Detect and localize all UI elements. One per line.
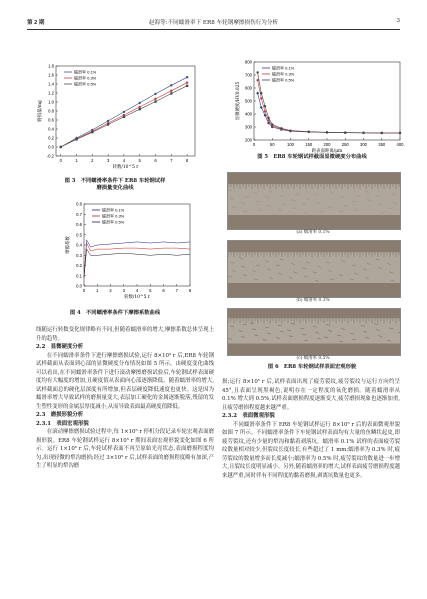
- y-tick-label: 0.0: [76, 283, 82, 289]
- x-tick-label: 5: [149, 288, 152, 293]
- y-tick-label: 0.1: [76, 273, 82, 279]
- data-point: [186, 85, 188, 87]
- x-tick-label: 50: [269, 142, 275, 147]
- data-point: [186, 76, 188, 78]
- figure-3-chart: [30, 62, 200, 174]
- issue-number: 第 2 期: [27, 20, 45, 26]
- x-tick-label: 100: [287, 142, 294, 147]
- x-tick-label: 300: [360, 142, 367, 147]
- x-tick-label: 2: [109, 288, 112, 293]
- section-heading-2-3-1: 2.3.1 表面宏观形貌: [36, 420, 89, 427]
- section-heading-2-3: 2.3 磨损形貌分析: [36, 412, 84, 418]
- x-tick-label: 4: [135, 288, 139, 293]
- y-tick-label: 0.8: [48, 108, 54, 114]
- series-line: [84, 243, 190, 278]
- x-axis-label: 转数/10^5 r: [124, 295, 150, 300]
- figure-3-caption-line2: 磨损量变化曲线: [96, 185, 134, 191]
- y-axis-label: 显微硬度/HV0.025: [236, 81, 241, 121]
- paragraph: 损;运行 8×10⁵ r 后,试样表面出现了疲劳裂纹,疲劳裂纹与运行方向约呈 45°,且表面呈现黑褐色,说明存在一定程度的氧化磨损。随着蠕滑率从 0.1% 增大到 0.5%,试样表面磨损程度逐渐变大,疲劳磨损现象也逐渐加重,且疲劳磨损程度越来越严重。: [222, 379, 400, 411]
- x-tick-label: 1: [75, 158, 78, 163]
- y-axis-label: 摩擦系数: [66, 236, 71, 254]
- data-point: [107, 120, 109, 122]
- data-point: [256, 79, 258, 81]
- legend-label: 蠕滑率 0.3%: [272, 71, 295, 77]
- x-axis-label: 转数/10^5 r: [112, 165, 139, 170]
- x-tick-label: 0: [252, 142, 256, 147]
- wear-track: [228, 184, 400, 215]
- figure-6a-photo: [227, 172, 401, 230]
- y-tick-label: 700: [245, 72, 252, 78]
- surface-photo-a: [228, 173, 400, 229]
- figure-3-caption: [30, 178, 200, 192]
- x-tick-label: 400: [396, 142, 404, 147]
- y-tick-label: 0.7: [76, 211, 82, 217]
- header-rule: [27, 29, 400, 30]
- x-tick-label: 350: [378, 142, 386, 147]
- data-point: [154, 100, 156, 102]
- data-point: [267, 122, 269, 124]
- legend-label: 蠕滑率 0.1%: [74, 69, 97, 75]
- figure-6a-label: (a) 蠕滑率 0.1%: [296, 230, 330, 235]
- running-title: 赵海等:不同蠕滑率下 ER8 车轮钢摩擦损伤行为分析: [148, 20, 279, 26]
- data-point: [75, 138, 77, 140]
- data-point: [139, 108, 141, 110]
- x-tick-label: 2: [91, 158, 94, 163]
- y-tick-label: 0.0: [48, 144, 54, 150]
- y-tick-label: 0.5: [76, 232, 82, 238]
- y-tick-label: 0.6: [48, 117, 54, 123]
- series-line: [84, 249, 190, 278]
- x-tick-label: 6: [162, 288, 165, 293]
- data-point: [362, 132, 364, 134]
- data-point: [289, 129, 291, 131]
- y-tick-label: 0.6: [76, 222, 82, 227]
- series-line: [84, 240, 190, 278]
- legend-label: 蠕滑率 0.5%: [102, 219, 125, 225]
- x-tick-label: 8: [185, 158, 189, 163]
- data-point: [264, 114, 266, 116]
- figure-4-svg: [62, 200, 194, 305]
- data-point: [260, 92, 262, 94]
- figure-6b-label: (b) 蠕滑率 0.3%: [296, 298, 330, 303]
- surface-photo-c: [228, 309, 400, 355]
- right-column: [222, 378, 400, 480]
- y-tick-label: 0.4: [48, 126, 54, 132]
- y-tick-label: 1.8: [48, 63, 54, 69]
- paragraph: 线随运行转数变化规律略有不同,但随着蠕滑率的增大,摩擦系数总体呈现上升的趋势。: [36, 327, 214, 342]
- y-tick-label: -0.2: [46, 153, 54, 159]
- y-tick-label: 0.4: [76, 242, 82, 248]
- data-point: [154, 93, 156, 95]
- y-tick-label: 1.6: [48, 72, 54, 78]
- y-tick-label: 400: [245, 111, 252, 117]
- paragraph: 在滚动摩擦磨损试验过程中,每 1×10⁵ r 停机分段记录车轮宏观表面磨损形貌。ER8 车轮钢试样运行 8×10⁵ r 期间表面宏观形貌变化如图 6 所示。运行 1×10⁵ r 后,车轮试样表面不再呈原始光亮状态,表面磨损程度均匀,出现轻微的犁沟磨损;经过 3×10⁵ r 后,试样表面的磨损程度略有加深,产生了明显的犁沟磨: [36, 429, 214, 469]
- y-tick-label: 300: [245, 124, 252, 130]
- y-axis-label: 磨损量/mg: [38, 100, 43, 122]
- paragraph: 不同蠕滑率条件下 ER8 车轮钢试样运行 8×10⁵ r 后的表面微观形貌如图 7 所示。不同蠕滑率条件下车轮钢试样表面均有大量的鱼鳞状起皮,即疲劳裂纹,还有少量的犁沟和黏着剥落坑。蠕滑率 0.1% 试样的表面疲劳裂纹数量相对较少,但裂纹长度较长,有些超过了 1 mm;蠕滑率为 0.3% 时,疲劳裂纹的数量增多而长度减小;蠕滑率为 0.5% 时,疲劳裂纹的数量进一步增大,且裂纹长度明显减小。另外,随着蠕滑率的增大,试样表面疲劳磨损程度越来越严重,同时伴有不同程度的黏着磨损,剥离坑数量也更多。: [222, 421, 400, 479]
- data-point: [139, 106, 141, 108]
- data-point: [170, 92, 172, 94]
- x-tick-label: 3: [122, 288, 125, 293]
- data-point: [170, 84, 172, 86]
- data-point: [256, 71, 258, 73]
- data-point: [344, 131, 346, 133]
- x-tick-label: 4: [122, 158, 126, 163]
- x-tick-label: 250: [341, 142, 349, 147]
- legend-label: 蠕滑率 0.1%: [272, 65, 295, 71]
- data-point: [107, 123, 109, 125]
- data-point: [399, 132, 401, 134]
- y-tick-label: 0.8: [76, 201, 82, 207]
- data-point: [308, 130, 310, 132]
- data-point: [260, 97, 262, 99]
- y-tick-label: 0.2: [76, 263, 82, 268]
- section-heading-2-2: 2.2 显微硬度分析: [36, 344, 84, 350]
- page-number: 3: [396, 18, 400, 24]
- surface-photo-b: [228, 241, 400, 297]
- x-tick-label: 5: [138, 158, 141, 163]
- data-point: [267, 117, 269, 119]
- legend-label: 蠕滑率 0.5%: [74, 81, 97, 87]
- y-tick-label: 500: [245, 98, 252, 104]
- y-tick-label: 0.2: [48, 135, 54, 141]
- x-tick-label: 7: [175, 288, 178, 293]
- x-tick-label: 150: [305, 142, 313, 147]
- data-point: [186, 81, 188, 83]
- data-point: [139, 102, 141, 104]
- series-line: [258, 80, 400, 133]
- figure-6c-photo: [227, 308, 401, 356]
- data-point: [260, 106, 262, 108]
- paragraph: 在不同蠕滑率条件下进行摩擦磨损试验,运行 8×10⁵ r 后,ER8 车轮钢试样截面从表面到心部的显微硬度分布情况如图 5 所示。由硬度变化曲线可以看出,在不同蠕滑率条件下进行滚动摩擦磨损试验后,车轮钢试样表面硬度均有大幅度的增加,且硬度值从表面向心部逐渐降低。随着蠕滑率的增大,试样截面总的硬化层深度有所增加,但表层硬度降低速度也更快。这是因为蠕滑率增大导致试样的磨损量变大,表层加工硬化的金属逐渐脱落,残留的发生塑性变形的金属层厚度减小,从而导致表面最高硬度值降低。: [36, 352, 214, 410]
- y-tick-label: 200: [245, 137, 252, 143]
- y-tick-label: 1.0: [48, 99, 54, 105]
- figure-6-caption: 图 6 ER8 车轮钢试样表面宏观形貌: [267, 364, 357, 370]
- figure-5-chart: [226, 58, 406, 160]
- figure-6b-photo: [227, 240, 401, 298]
- figure-4-chart: [62, 200, 194, 305]
- figure-5-svg: [226, 58, 406, 160]
- x-axis-label: 距表面距离/μm: [311, 149, 343, 154]
- figure-3-svg: [30, 62, 200, 174]
- x-tick-label: 1: [96, 288, 99, 293]
- data-point: [154, 98, 156, 100]
- left-column: [36, 326, 214, 471]
- y-tick-label: 0.3: [76, 252, 82, 258]
- x-tick-label: 8: [188, 288, 192, 293]
- x-tick-label: 6: [154, 158, 157, 163]
- data-point: [91, 131, 93, 133]
- section-heading-2-3-2: 2.3.2 表面微观形貌: [222, 413, 275, 419]
- wear-track: [228, 318, 400, 343]
- figure-4-caption: 图 4 不同蠕滑率条件下摩擦系数曲线: [69, 310, 161, 316]
- data-point: [271, 123, 273, 125]
- data-point: [60, 146, 62, 148]
- legend-label: 蠕滑率 0.3%: [74, 75, 97, 81]
- data-point: [170, 90, 172, 92]
- y-tick-label: 800: [245, 59, 252, 65]
- data-point: [326, 131, 328, 133]
- y-tick-label: 600: [245, 85, 252, 91]
- data-point: [123, 116, 125, 118]
- wear-track: [228, 252, 400, 283]
- legend-label: 蠕滑率 0.3%: [102, 213, 125, 219]
- x-tick-label: 0: [59, 158, 62, 163]
- data-point: [264, 110, 266, 112]
- data-point: [256, 92, 258, 94]
- x-tick-label: 0: [82, 288, 86, 293]
- y-tick-label: 1.2: [48, 90, 54, 96]
- legend-label: 蠕滑率 0.5%: [272, 77, 295, 83]
- figure-3-caption-line1: 图 3 不同蠕滑率条件下 ER8 车轮钢试样: [64, 178, 166, 184]
- x-tick-label: 200: [323, 142, 331, 147]
- data-point: [381, 132, 383, 134]
- x-tick-label: 3: [106, 158, 110, 163]
- data-point: [264, 105, 266, 107]
- data-point: [280, 127, 282, 129]
- figure-5-caption: 图 5 ER8 车轮钢试样截面显微硬度分布曲线: [257, 154, 367, 160]
- legend-label: 蠕滑率 0.1%: [102, 207, 125, 213]
- y-tick-label: 1.4: [48, 81, 54, 87]
- data-point: [123, 111, 125, 113]
- figure-6c-label: (c) 蠕滑率 0.5%: [296, 356, 330, 361]
- x-tick-label: 7: [170, 158, 173, 163]
